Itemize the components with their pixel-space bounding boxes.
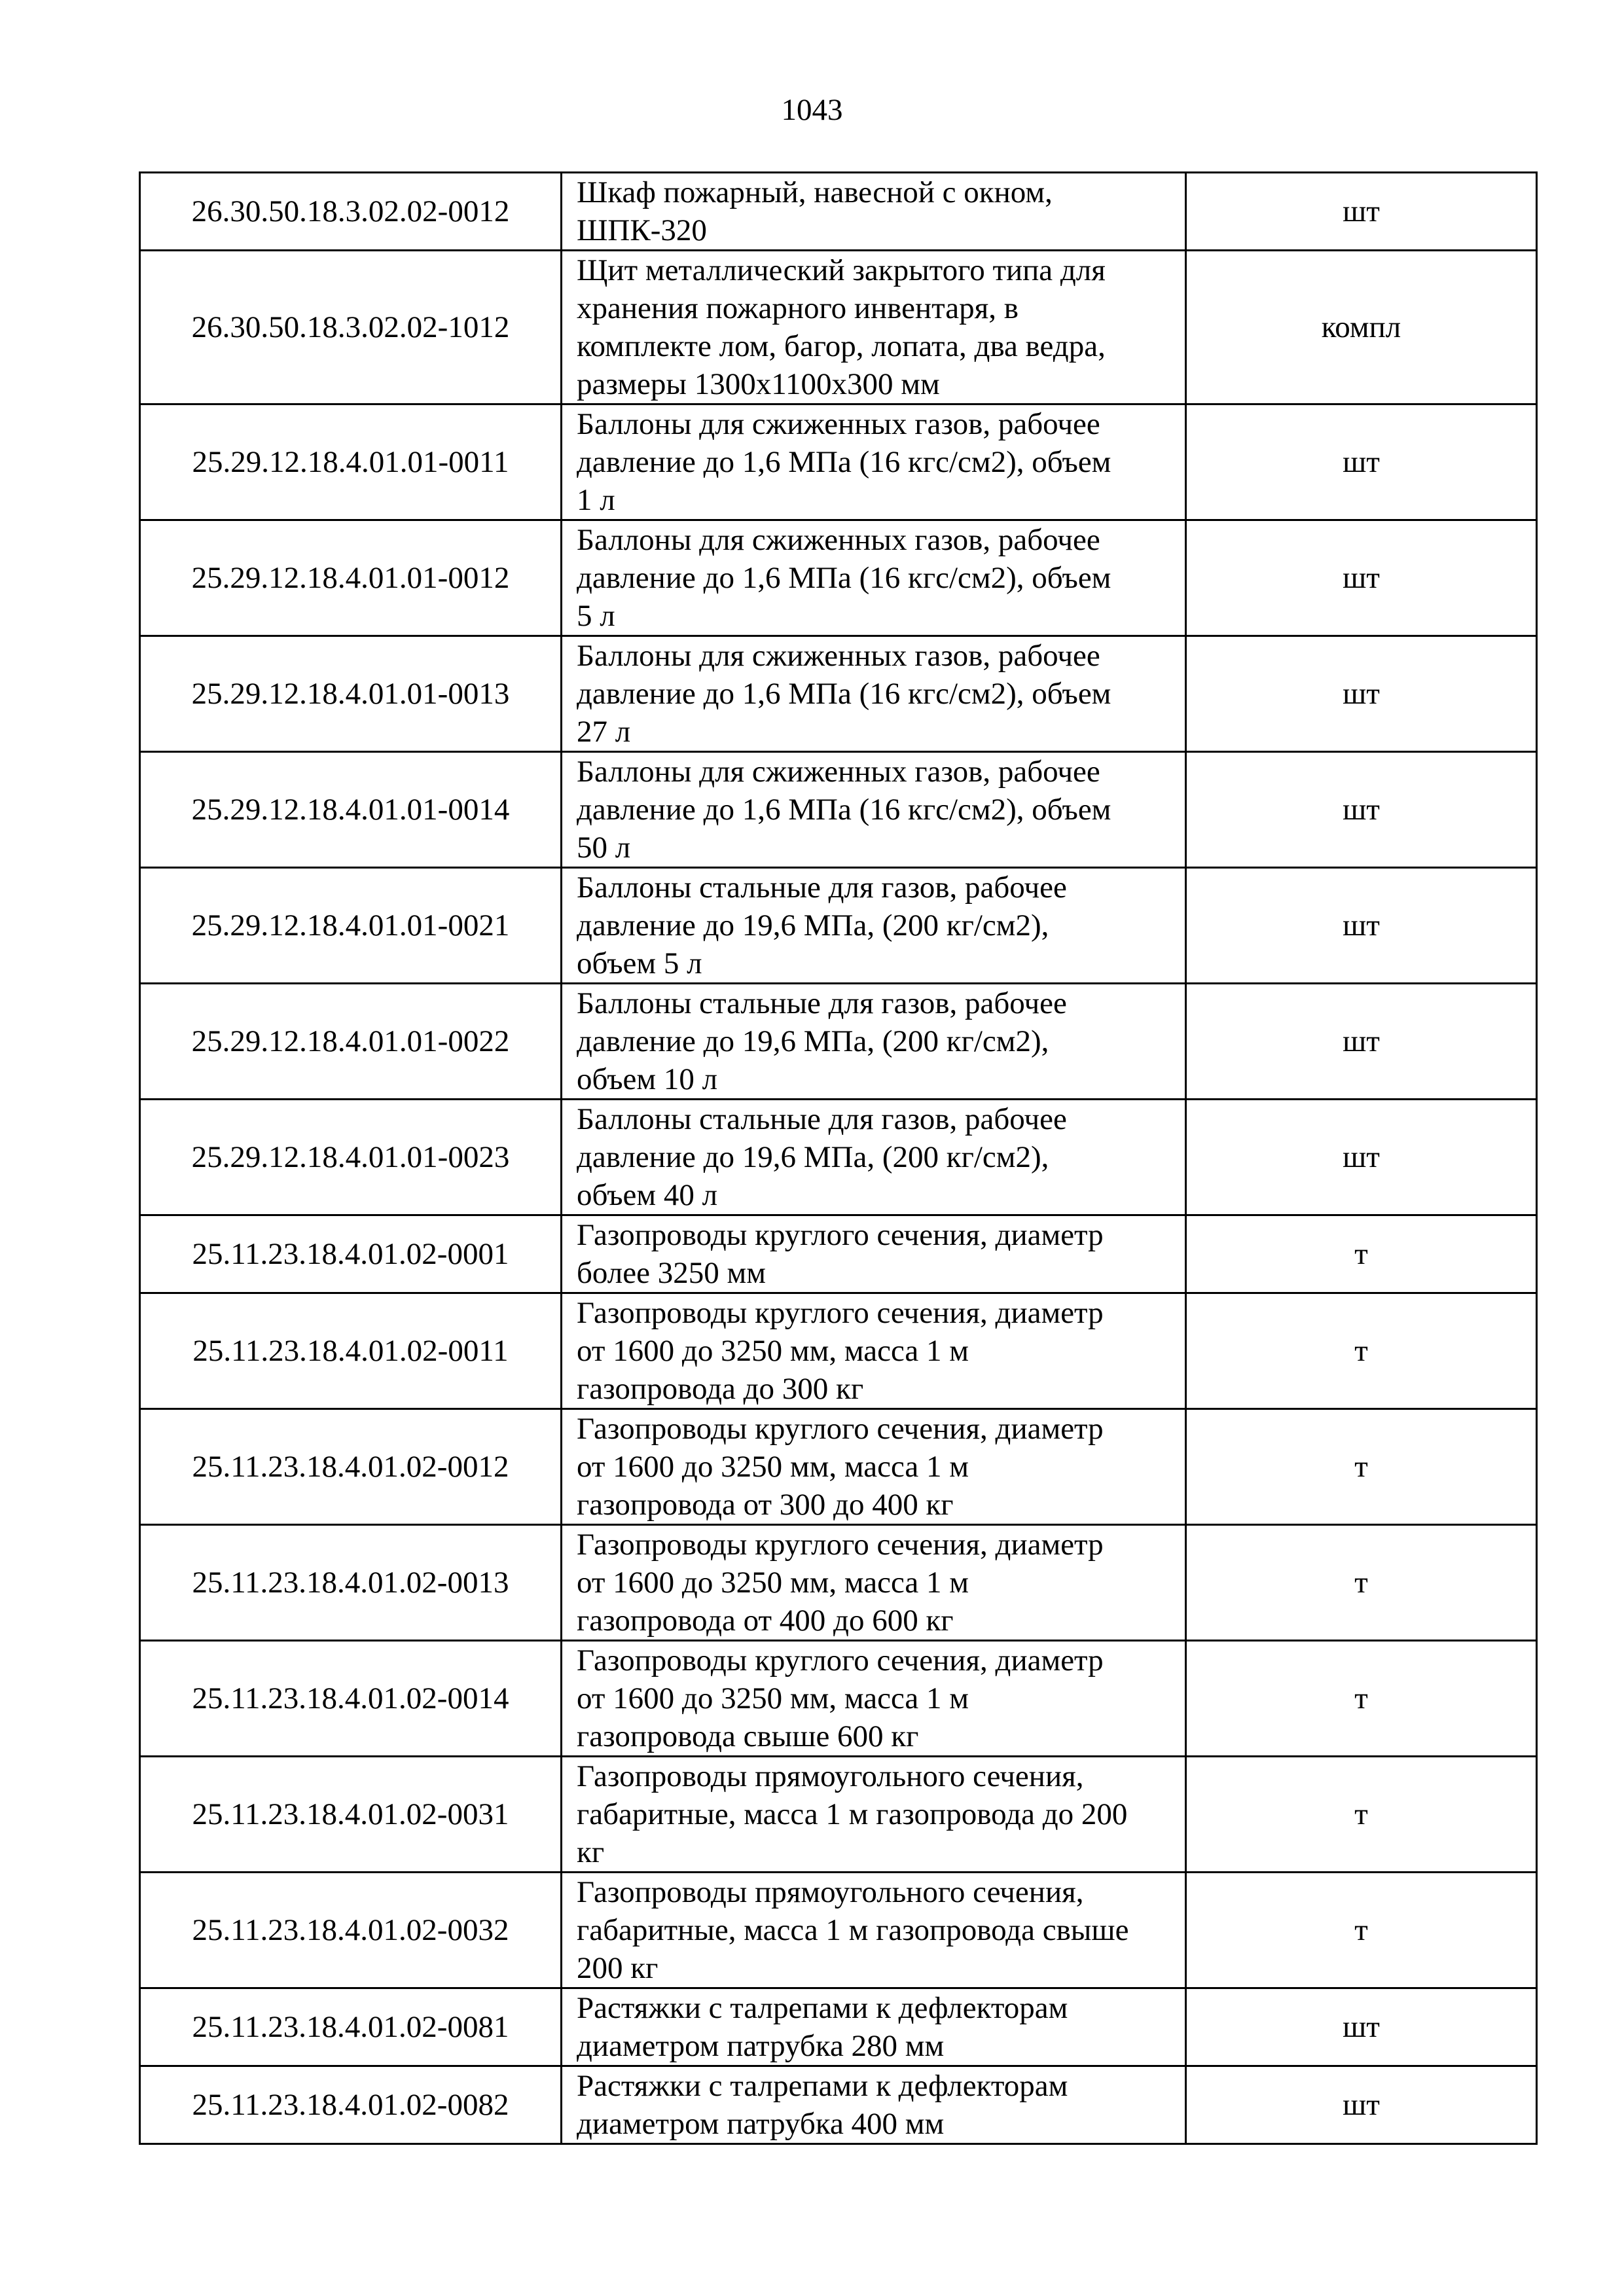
resource-code-cell: 25.11.23.18.4.01.02-0013 bbox=[140, 1525, 562, 1641]
resource-name-line: более 3250 мм bbox=[577, 1256, 766, 1290]
resource-name-line: Баллоны для сжиженных газов, рабочее bbox=[577, 755, 1100, 789]
table-row bbox=[140, 636, 1537, 752]
unit-cell: т bbox=[1186, 1873, 1537, 1988]
table-row bbox=[140, 404, 1537, 520]
resource-name-line: габаритные, масса 1 м газопровода свыше bbox=[577, 1913, 1129, 1947]
unit-cell: шт bbox=[1186, 520, 1537, 636]
resource-code-cell: 25.29.12.18.4.01.01-0012 bbox=[140, 520, 562, 636]
resource-name-line: объем 5 л bbox=[577, 946, 702, 980]
resource-name-line: 27 л bbox=[577, 715, 631, 749]
resource-name-line: газопровода от 300 до 400 кг bbox=[577, 1488, 954, 1522]
resource-name-cell bbox=[562, 2066, 1186, 2144]
table-row bbox=[140, 173, 1537, 251]
resource-name-line: хранения пожарного инвентаря, в bbox=[577, 291, 1019, 325]
table-row bbox=[140, 520, 1537, 636]
resource-name-line: давление до 19,6 МПа, (200 кг/см2), bbox=[577, 1024, 1049, 1058]
resource-name-cell bbox=[562, 984, 1186, 1100]
resource-name-line: Газопроводы круглого сечения, диаметр bbox=[577, 1643, 1104, 1677]
resource-name-line: газопровода от 400 до 600 кг bbox=[577, 1604, 954, 1638]
resource-name-line: диаметром патрубка 280 мм bbox=[577, 2029, 945, 2063]
resource-name-line: Баллоны для сжиженных газов, рабочее bbox=[577, 407, 1100, 441]
resource-name-cell bbox=[562, 1409, 1186, 1525]
resource-name-cell bbox=[562, 1641, 1186, 1757]
resource-code-cell: 25.11.23.18.4.01.02-0014 bbox=[140, 1641, 562, 1757]
resource-name-line: Газопроводы круглого сечения, диаметр bbox=[577, 1296, 1104, 1330]
resource-name-cell bbox=[562, 520, 1186, 636]
table-row bbox=[140, 1293, 1537, 1409]
table-row bbox=[140, 1100, 1537, 1215]
unit-cell: шт bbox=[1186, 173, 1537, 251]
resource-name-line: от 1600 до 3250 мм, масса 1 м bbox=[577, 1681, 969, 1715]
resource-name-cell bbox=[562, 1293, 1186, 1409]
resource-name-line: давление до 1,6 МПа (16 кгс/см2), объем bbox=[577, 793, 1111, 827]
resource-name-line: давление до 1,6 МПа (16 кгс/см2), объем bbox=[577, 561, 1111, 595]
resource-code-cell: 25.29.12.18.4.01.01-0013 bbox=[140, 636, 562, 752]
resource-name-cell bbox=[562, 404, 1186, 520]
resource-name-line: 1 л bbox=[577, 483, 615, 517]
resource-name-line: комплекте лом, багор, лопата, два ведра, bbox=[577, 329, 1106, 363]
resource-name-line: Газопроводы прямоугольного сечения, bbox=[577, 1759, 1084, 1793]
resource-name-line: газопровода до 300 кг bbox=[577, 1372, 864, 1406]
resource-code-cell: 25.29.12.18.4.01.01-0021 bbox=[140, 868, 562, 984]
unit-cell: т bbox=[1186, 1409, 1537, 1525]
resource-name-line: Баллоны стальные для газов, рабочее bbox=[577, 986, 1067, 1020]
table-row bbox=[140, 2066, 1537, 2144]
resource-name-cell bbox=[562, 1525, 1186, 1641]
resource-name-cell bbox=[562, 1100, 1186, 1215]
resource-code-cell: 25.11.23.18.4.01.02-0011 bbox=[140, 1293, 562, 1409]
resource-name-line: габаритные, масса 1 м газопровода до 200 bbox=[577, 1797, 1128, 1831]
resource-name-line: 200 кг bbox=[577, 1951, 659, 1985]
resource-name-line: Растяжки с талрепами к дефлекторам bbox=[577, 1991, 1068, 2025]
unit-cell: т bbox=[1186, 1525, 1537, 1641]
resource-name-line: диаметром патрубка 400 мм bbox=[577, 2107, 945, 2141]
unit-cell: шт bbox=[1186, 636, 1537, 752]
resource-code-cell: 25.11.23.18.4.01.02-0082 bbox=[140, 2066, 562, 2144]
resource-table bbox=[139, 171, 1538, 2145]
resource-code-cell: 25.29.12.18.4.01.01-0014 bbox=[140, 752, 562, 868]
page-number: 1043 bbox=[781, 93, 843, 127]
resource-name-line: Газопроводы круглого сечения, диаметр bbox=[577, 1412, 1104, 1446]
resource-name-line: Растяжки с талрепами к дефлекторам bbox=[577, 2069, 1068, 2103]
unit-cell: шт bbox=[1186, 1100, 1537, 1215]
resource-name-line: 5 л bbox=[577, 599, 615, 633]
unit-cell: шт bbox=[1186, 404, 1537, 520]
resource-name-cell bbox=[562, 1988, 1186, 2066]
resource-code-cell: 26.30.50.18.3.02.02-1012 bbox=[140, 251, 562, 404]
resource-name-line: от 1600 до 3250 мм, масса 1 м bbox=[577, 1450, 969, 1484]
unit-cell: т bbox=[1186, 1293, 1537, 1409]
unit-cell: шт bbox=[1186, 1988, 1537, 2066]
resource-name-cell bbox=[562, 636, 1186, 752]
resource-name-line: давление до 19,6 МПа, (200 кг/см2), bbox=[577, 1140, 1049, 1174]
unit-cell: шт bbox=[1186, 984, 1537, 1100]
resource-code-cell: 25.11.23.18.4.01.02-0081 bbox=[140, 1988, 562, 2066]
unit-cell: компл bbox=[1186, 251, 1537, 404]
resource-name-line: давление до 19,6 МПа, (200 кг/см2), bbox=[577, 908, 1049, 942]
resource-name-cell bbox=[562, 173, 1186, 251]
resource-name-line: Баллоны стальные для газов, рабочее bbox=[577, 870, 1067, 905]
resource-name-cell bbox=[562, 1215, 1186, 1293]
unit-cell: шт bbox=[1186, 868, 1537, 984]
table-row bbox=[140, 1873, 1537, 1988]
resource-name-line: Баллоны для сжиженных газов, рабочее bbox=[577, 523, 1100, 557]
resource-name-line: Газопроводы круглого сечения, диаметр bbox=[577, 1528, 1104, 1562]
resource-code-cell: 25.11.23.18.4.01.02-0001 bbox=[140, 1215, 562, 1293]
unit-cell: т bbox=[1186, 1641, 1537, 1757]
resource-name-cell bbox=[562, 752, 1186, 868]
resource-name-line: Щит металлический закрытого типа для bbox=[577, 253, 1106, 287]
resource-name-line: размеры 1300х1100х300 мм bbox=[577, 367, 940, 401]
resource-name-line: Газопроводы прямоугольного сечения, bbox=[577, 1875, 1084, 1909]
table-row bbox=[140, 1409, 1537, 1525]
resource-name-cell bbox=[562, 1757, 1186, 1873]
resource-code-cell: 25.11.23.18.4.01.02-0032 bbox=[140, 1873, 562, 1988]
resource-code-cell: 25.29.12.18.4.01.01-0011 bbox=[140, 404, 562, 520]
resource-name-line: Газопроводы круглого сечения, диаметр bbox=[577, 1218, 1104, 1252]
resource-name-cell bbox=[562, 251, 1186, 404]
table-row bbox=[140, 1215, 1537, 1293]
resource-name-line: Баллоны стальные для газов, рабочее bbox=[577, 1102, 1067, 1136]
resource-code-cell: 25.29.12.18.4.01.01-0022 bbox=[140, 984, 562, 1100]
resource-name-line: Шкаф пожарный, навесной с окном, bbox=[577, 175, 1053, 209]
unit-cell: т bbox=[1186, 1215, 1537, 1293]
resource-name-line: объем 40 л bbox=[577, 1178, 718, 1212]
resource-table-body bbox=[140, 173, 1537, 2144]
resource-code-cell: 25.29.12.18.4.01.01-0023 bbox=[140, 1100, 562, 1215]
resource-code-cell: 26.30.50.18.3.02.02-0012 bbox=[140, 173, 562, 251]
unit-cell: т bbox=[1186, 1757, 1537, 1873]
table-row bbox=[140, 868, 1537, 984]
resource-name-line: 50 л bbox=[577, 831, 631, 865]
unit-cell: шт bbox=[1186, 752, 1537, 868]
table-row bbox=[140, 251, 1537, 404]
table-row bbox=[140, 1988, 1537, 2066]
unit-cell: шт bbox=[1186, 2066, 1537, 2144]
table-row bbox=[140, 752, 1537, 868]
table-row bbox=[140, 984, 1537, 1100]
table-row bbox=[140, 1641, 1537, 1757]
resource-name-line: объем 10 л bbox=[577, 1062, 718, 1096]
resource-name-line: Баллоны для сжиженных газов, рабочее bbox=[577, 639, 1100, 673]
resource-name-line: ШПК-320 bbox=[577, 213, 707, 247]
table-row bbox=[140, 1757, 1537, 1873]
resource-name-line: кг bbox=[577, 1835, 605, 1869]
resource-name-line: давление до 1,6 МПа (16 кгс/см2), объем bbox=[577, 677, 1111, 711]
resource-name-line: от 1600 до 3250 мм, масса 1 м bbox=[577, 1566, 969, 1600]
resource-name-line: газопровода свыше 600 кг bbox=[577, 1719, 919, 1753]
table-row bbox=[140, 1525, 1537, 1641]
resource-code-cell: 25.11.23.18.4.01.02-0031 bbox=[140, 1757, 562, 1873]
resource-name-line: от 1600 до 3250 мм, масса 1 м bbox=[577, 1334, 969, 1368]
resource-name-line: давление до 1,6 МПа (16 кгс/см2), объем bbox=[577, 445, 1111, 479]
resource-name-cell bbox=[562, 1873, 1186, 1988]
resource-code-cell: 25.11.23.18.4.01.02-0012 bbox=[140, 1409, 562, 1525]
resource-name-cell bbox=[562, 868, 1186, 984]
